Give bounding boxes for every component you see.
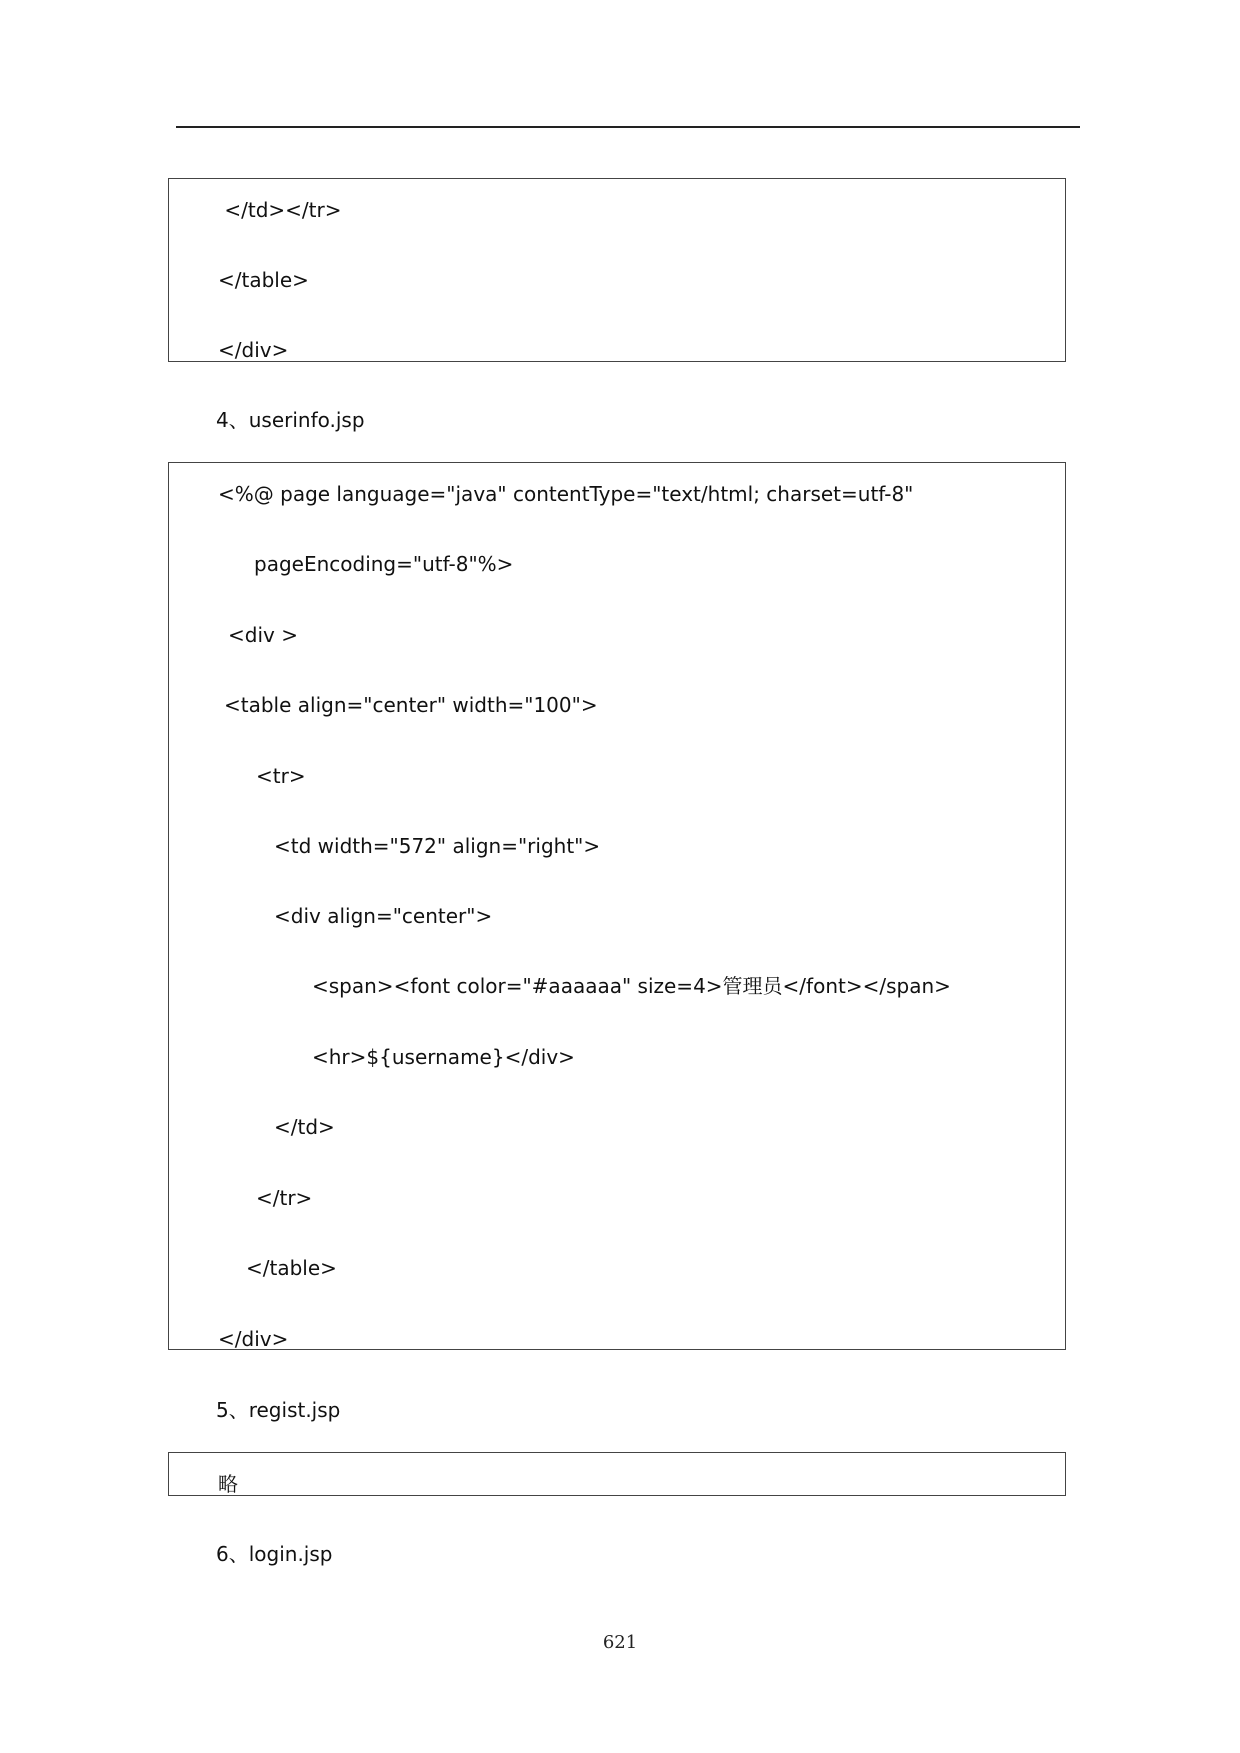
code-line: <div align="center"> <box>274 904 493 928</box>
code-line: </div> <box>218 338 289 362</box>
code-line: pageEncoding="utf-8"%> <box>254 552 514 576</box>
code-line: <span><font color="#aaaaaa" size=4>管理员</font></span> <box>312 974 951 998</box>
code-line: </table> <box>246 1256 337 1280</box>
code-line: </tr> <box>256 1186 313 1210</box>
code-line: </table> <box>218 268 309 292</box>
code-line: </div> <box>218 1327 289 1351</box>
code-line: <tr> <box>256 764 306 788</box>
code-line: <hr>${username}</div> <box>312 1045 575 1069</box>
page-number: 621 <box>602 1632 638 1653</box>
section-heading-userinfo: 4、userinfo.jsp <box>216 408 365 432</box>
section-heading-login: 6、login.jsp <box>216 1542 333 1566</box>
section-heading-regist: 5、regist.jsp <box>216 1398 341 1422</box>
header-rule <box>176 126 1080 128</box>
code-line: <table align="center" width="100"> <box>224 693 598 717</box>
code-block-regist <box>168 1452 1066 1496</box>
code-line: </td></tr> <box>218 198 342 222</box>
code-line: <%@ page language="java" contentType="text/html; charset=utf-8" <box>218 482 914 506</box>
code-line: </td> <box>274 1115 335 1139</box>
code-line: <div > <box>228 623 298 647</box>
code-line: <td width="572" align="right"> <box>274 834 601 858</box>
code-line: 略 <box>218 1472 238 1496</box>
